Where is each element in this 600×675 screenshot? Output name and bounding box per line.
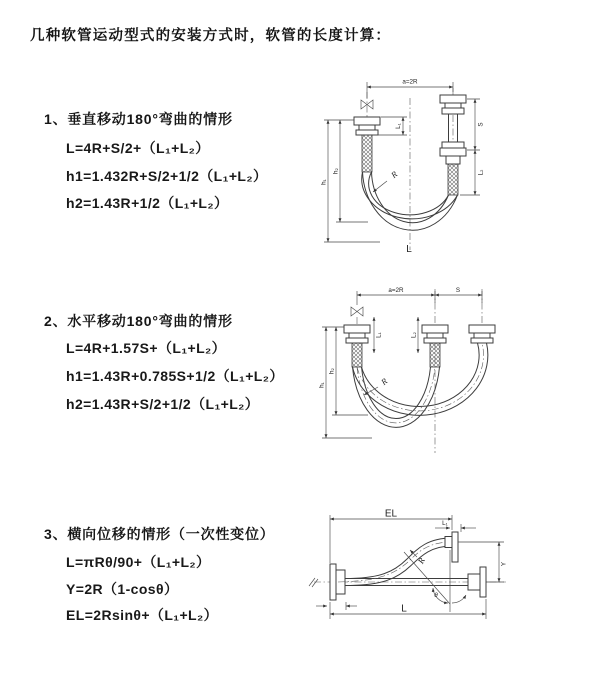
diagram-horizontal-180-bend — [312, 283, 594, 460]
dim-label-l1: L₁ — [375, 332, 383, 338]
section-2-formula-h1: h1=1.43R+0.785S+1/2（L₁+L₂） — [66, 368, 284, 384]
dim-label-h1: h₁ — [320, 179, 328, 185]
diagram-vertical-180-bend — [312, 72, 594, 254]
right-lower-hub — [468, 574, 480, 590]
section-2-formula-h2: h2=1.43R+S/2+1/2（L₁+L₂） — [66, 396, 260, 412]
left-flange — [354, 117, 380, 125]
dim-label-el: EL — [384, 508, 398, 520]
dim-label-y: Y — [500, 561, 508, 567]
section-2-formula-L: L=4R+1.57S+（L₁+L₂） — [66, 340, 227, 356]
left-flange-hub — [346, 338, 368, 343]
section-3-formula-Y: Y=2R（1-cosθ） — [66, 581, 179, 597]
page-title: 几种软管运动型式的安装方式时，软管的长度计算： — [30, 28, 392, 44]
section-3-formula-L: L=πRθ/90+（L₁+L₂） — [66, 554, 211, 570]
dim-label-h2: h₂ — [332, 168, 340, 174]
dim-label-l2: L₂ — [410, 332, 418, 338]
left-flange-plate — [330, 564, 336, 600]
left-braid-section — [362, 135, 372, 172]
angle-arc-right — [452, 595, 466, 603]
middle-flange-hub — [424, 338, 446, 343]
section-1-formula-h1: h1=1.432R+S/2+1/2（L₁+L₂） — [66, 168, 268, 184]
section-1-formula-L: L=4R+S/2+（L₁+L₂） — [66, 140, 210, 156]
middle-flange-neck — [427, 333, 443, 338]
right-lower-neck — [446, 156, 460, 164]
dim-ext-top — [357, 291, 482, 305]
dim-label-s: S — [455, 287, 461, 294]
section-2-heading: 2、水平移动180°弯曲的情形 — [44, 313, 233, 329]
left-flange — [344, 325, 370, 333]
upper-flange-plate — [452, 532, 458, 562]
hose-centerline — [338, 542, 452, 582]
left-flange-neck — [349, 333, 365, 338]
upper-hose-hub — [445, 537, 452, 548]
dim-label-l1: L₁ — [442, 520, 448, 527]
valve-icon — [351, 307, 363, 316]
dim-label-h1: h₁ — [318, 382, 326, 388]
angle-label: θ — [434, 592, 438, 599]
dim-label-s: S — [477, 122, 485, 127]
right-braid-section — [448, 164, 458, 195]
middle-braid-section — [430, 343, 440, 367]
dim-label-l1: L₁ — [395, 123, 402, 129]
right-flange-hub — [471, 338, 493, 343]
hose-inner-outline2 — [369, 172, 449, 215]
right-upper-neck — [445, 103, 461, 108]
length-label: L — [406, 244, 412, 254]
dim-label-a2r: a=2R — [388, 287, 404, 294]
hose-wide-outline — [353, 343, 488, 415]
dim-label-l: L — [401, 603, 407, 615]
right-upper-hub — [442, 108, 464, 114]
dim-ext-l — [330, 599, 486, 619]
section-3-formula-EL: EL=2Rsinθ+（L₁+L₂） — [66, 607, 219, 623]
radius-label: R — [378, 375, 390, 387]
left-flange-hub — [356, 130, 378, 135]
dim-label-a2r: a=2R — [402, 78, 418, 86]
dim-label-l2: L₂ — [477, 169, 485, 176]
left-flange-neck — [359, 125, 375, 130]
left-braid-section — [352, 343, 362, 367]
section-1-formula-h2: h2=1.43R+1/2（L₁+L₂） — [66, 195, 229, 211]
right-upper-flange — [440, 95, 466, 103]
centerline-break-mark — [309, 578, 318, 587]
right-lower-flange-plate — [480, 567, 486, 597]
right-lower-hub — [442, 142, 464, 148]
right-flange-shifted — [469, 325, 495, 333]
radius-arrow — [373, 181, 387, 192]
radius-label: R — [415, 556, 427, 566]
right-lower-flange — [440, 148, 466, 156]
diagram-lateral-displacement — [300, 506, 598, 648]
section-1-heading: 1、垂直移动180°弯曲的情形 — [44, 111, 233, 127]
dim-ext-el — [330, 515, 452, 563]
dim-label-h2: h₂ — [328, 368, 336, 374]
middle-flange — [422, 325, 448, 333]
section-3-heading: 3、横向位移的情形（一次性变位） — [44, 526, 275, 542]
radius-label: R — [388, 168, 400, 180]
right-flange-neck — [474, 333, 490, 338]
